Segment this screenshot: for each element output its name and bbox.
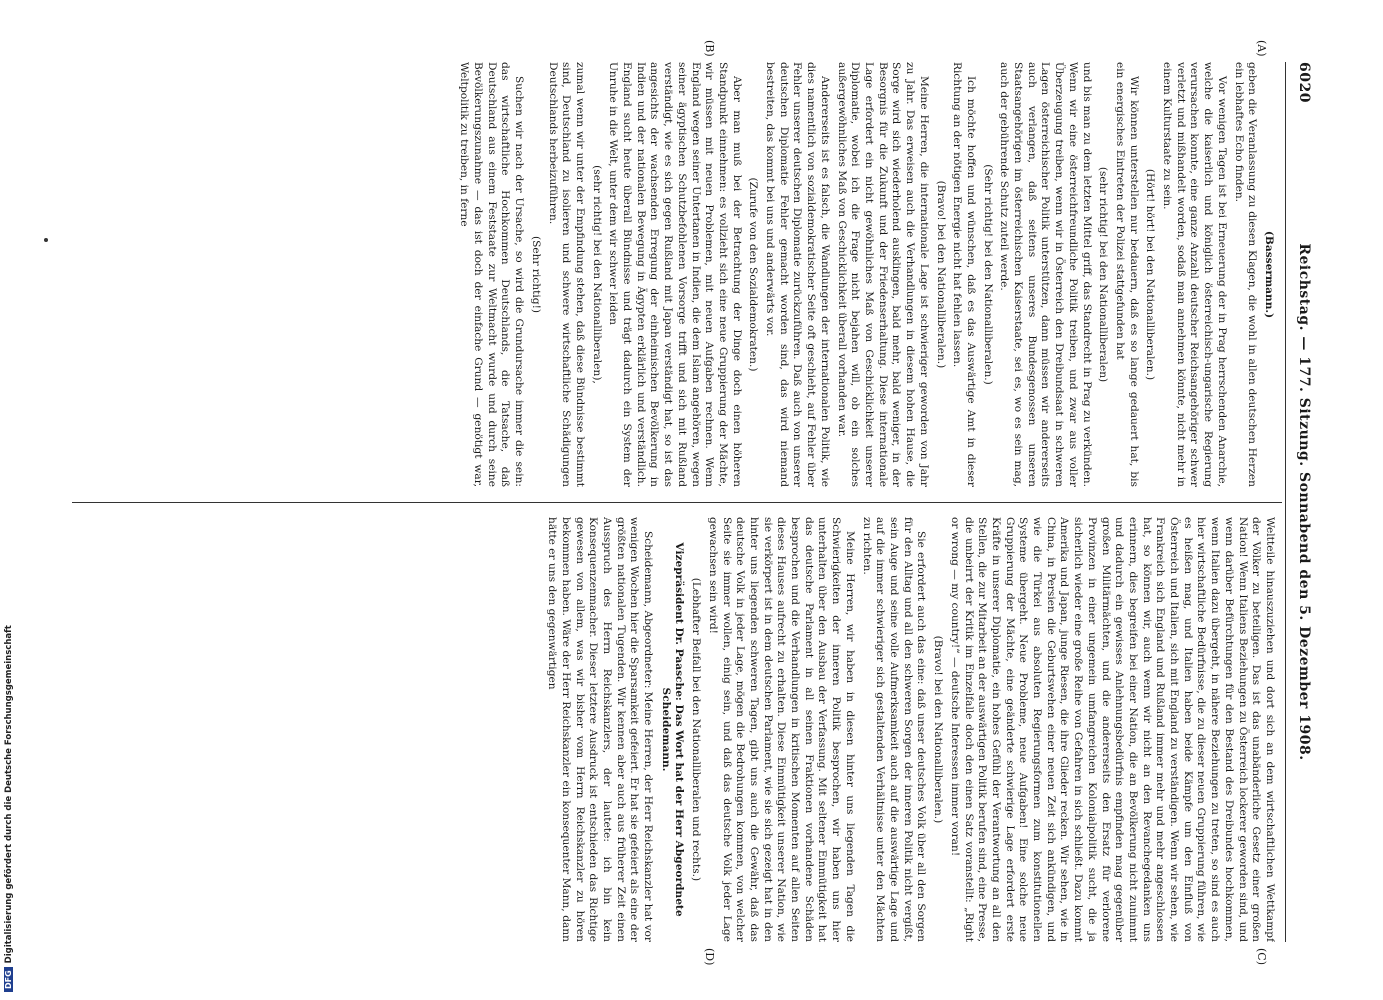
- paragraph: und bis man zu dem letzten Mittel griff, das Standrecht in Prag zu verkünden. Wenn wir eine österreichfreundliche Politik treiben, und zwar aus voller Überzeugung treiben, wenn wir in Österreich den Dreibundsaat in schweren Lagen österreichischer Politik unterstützen, dann müssen wir andererseits auch verlangen, daß seitens unseres Bundesgenossen unseren Staatsangehörigen im österreichischen Kaiserstaate, sei es, wo es sein mag, auch der gebührende Schutz zuteil werde.: [998, 62, 1093, 487]
- paragraph: Meine Herren, die internationale Lage ist schwieriger geworden von Jahr zu Jahr. Das erweisen auch die Verhandlungen in diesem hohen Hause, die Sorge wird sich wiederholend ausklingen, bald mehr, bald weniger, in der Besorgnis für die Zukunft und der Friedenserhaltung. Diese internationale Lage erfordert ein nicht gewöhnliches Maß von Geschicklichkeit unserer Diplomatie, wobei ich die Frage nicht bejahen will, ob ein solches außergewöhnliches Maß von Geschicklichkeit überall vorhanden war.: [835, 62, 930, 487]
- margin-letter-a: (A): [1255, 40, 1268, 57]
- paragraph: Vor wenigen Tagen ist bei Erneuerung der in Prag herrschenden Anarchie, welche die kaiserlich und königlich österreichisch-ungarische Regierung verursachen konnte, eine ganze Anzahl deutscher Reichsangehöriger schwer verletzt und mißhandelt worden, sodaß man annehmen könnte, nicht mehr in einem Kulturstaate zu sein.: [1161, 62, 1228, 487]
- left-column: [76, 62, 1276, 487]
- scan-dot: [44, 238, 48, 242]
- rotated-document-page: [66, 40, 1316, 966]
- paragraph: zumal wenn wir unter der Empfindung stehen, daß diese Bündnisse bestimmt sind, Deutschland zu isolieren und schwere wirtschaftliche Schädigungen Deutschlands herbeizuführen.: [546, 62, 586, 487]
- vice-president-statement: Vizepräsident Dr. Paasche: Das Wort hat der Herr Abgeordnete Scheidemann.: [659, 542, 686, 917]
- interjection: (Bravo! bei den Nationalliberalen.): [932, 635, 945, 824]
- margin-letter-d: (D): [703, 948, 716, 966]
- margin-letter-c: (C): [1255, 948, 1268, 965]
- running-title: Reichstag. — 177. Sitzung. Sonnabend den 5. Dezember 1908.: [1296, 243, 1312, 761]
- paragraph: Wir können unterstellen nur bedauern, daß es so lange gedauert hat, bis ein energisches Eintreten der Polizei stattgefunden hat: [1113, 62, 1140, 487]
- interjection: (sehr richtig! bei den Nationalliberalen): [1097, 166, 1110, 383]
- paragraph: Meine Herren, wir haben in diesen hinter uns liegenden Tagen die Schwierigkeiten der inneren Politik besprochen, wir haben uns hier unterhalten über den Ausbau der Verfassung. Mit seltener Einmütigkeit hat das deutsche Parlament in all seinen Fraktionen vorhandene Schäden besprochen und die Verhandlungen in kritischen Momenten auf allen Seiten dieses Hauses aufrecht zu erhalten. Diese Einmütigkeit unserer Nation, wie sie verkörpert ist in dem deutschen Parlament, wie sie sich gezeigt hat in den hinter uns liegenden schweren Tagen, gibt uns auch die Gewähr, daß das deutsche Volk in jeder Lage, mögen die Bedrohungen kommen, von welcher Seite sie immer wollen, einig sein, und daß das deutsche Volk jeder Lage gewachsen sein wird!: [706, 517, 856, 942]
- interjection: (Sehr richtig! bei den Nationalliberalen.): [981, 164, 994, 385]
- page-number: 6020: [1296, 62, 1312, 103]
- interjection: (Zurufe von den Sozialdemokraten.): [747, 177, 760, 372]
- paragraph: Ich möchte hoffen und wünschen, daß es das Auswärtige Amt in dieser Richtung an der nötigen Energie nicht hat fehlen lassen.: [951, 62, 977, 487]
- paragraph: geben die Veranlassung zu diesen Klagen, die wohl in allen deutschen Herzen ein lebhaftes Echo finden.: [1232, 62, 1259, 487]
- side-caption: [4, 592, 14, 992]
- interjection: (Hört! hört! bei den Nationalliberalen.): [1144, 168, 1157, 381]
- paragraph: Aber man muß bei der Betrachtung der Dinge doch einen höheren Standpunkt einnehmen: es vollzieht sich eine neue Gruppierung der Mächte, wir müssen mit neuen Problemen, mit neuen Aufgaben rechnen. Wenn England wegen seiner Untertanen in Indien, die dem Islam angehören, wegen seiner ägyptischen Schutzbefohlenen Vorsorge trifft und sich mit Rußland verständigt, wie es sich gegen Rußland mit Japan verständigt hat, so ist das angesichts der wachsenden Erregung der einheimischen Bevölkerung in Indien und der nationalen Bewegung in Ägypten erklärlich und verständlich. England sucht heute überall Bündnisse und trägt dadurch ein System der Unruhe in die Welt, unter dem wir schwer leiden: [607, 62, 743, 487]
- interjection: (Bravo! bei den Nationalliberalen.): [934, 180, 947, 369]
- digitization-note: Digitalisierung gefördert durch die Deutsche Forschungsgemeinschaft: [4, 625, 14, 964]
- page-header: [1288, 62, 1316, 942]
- interjection: (Sehr richtig!): [529, 236, 542, 313]
- paragraph: Weltteile hinauszuziehen und dort sich an dem wirtschaftlichen Wettkampf der Völker zu beteiligen. Das ist das unabänderliche Gesetz einer großen Nation! Wenn Italiens Beziehungen zu Österreich lockerer geworden sind, und wenn darüber Befürchtungen für den Bestand des Dreibundes hochkommen, wenn Italien dazu übergeht, in nähere Beziehungen zu treten, so sind es auch hier wirtschaftliche Bedürfnisse, die zu dieser neuen Gruppierung führen, wie es heißen mag, und Italien haben beide Kämpfe um den Einfluß von Österreich und Italien, sich mit England zu verständigen. Wenn wir sehen, wie Frankreich sich England und Rußland immer mehr und mehr angeschlossen hat, so können wir, auch wenn wir nicht an den Revanchegedanken uns erinnern, dies begreifen bei einer Nation, die an Bevölkerung nicht zunimmt und dadurch ein gewisses Anlehnungsbedürfnis empfinden mag gegenüber großen Militärmächten, und die andererseits den Ersatz für verlorene Provinzen in einer ungemein umfangreichen Kolonialpolitik sucht, die ja sicherlich wieder eine große Reihe von Gefahren in sich schließt. Dazu kommt Amerika und Japan, junge Riesen, die ihre Glieder recken. Wir sehen, wie in China, in Persien die Geburtswehen einer neuen Zeit sich ankündigen, und wie die Türkei aus absoluten Regierungsformen zum konstitutionellen Systeme übergeht. Neue Probleme, neue Aufgaben! Eine solche neue Gruppierung der Mächte, eine geänderte schwierige Lage erfordert erste Kräfte in unserer Diplomatie, ein hohes Gefühl der Verantwortung an all den Stellen, die zur Mitarbeit an der auswärtigen Politik berufen sind, eine Presse, die unbeirrt der Kritik im Einzelfalle doch den einen Satz voranstellt: „Right or wrong — my country!“ — deutsche Interessen immer voran!: [948, 517, 1276, 942]
- header-rule: [1285, 62, 1286, 942]
- paragraph: Sie erfordert auch das eine: daß unser deutsches Volk über all den Sorgen für den Alltag und all den schweren Sorgen der inneren Politik nicht vergißt, sein Auge und seine volle Aufmerksamkeit auch auf die auswärtige Lage und auf die immer schwieriger sich gestaltenden Verhältnisse unter den Mächten zu richten.: [860, 517, 928, 942]
- column-divider: [72, 502, 1282, 503]
- margin-letter-b: (B): [703, 40, 716, 57]
- dfg-logo: DFG: [4, 967, 13, 992]
- paragraph: Andererseits ist es falsch, die Wandlungen der internationalen Politik, wie dies namentlich von sozialdemokratischer Seite oft geschieht, auf Fehler über Fehler unserer deutschen Diplomatie zurückzuführen. Daß auch von unserer deutschen Diplomatie Fehler gemacht worden sind, das wird niemand bestreiten, das kommt bei uns und anderwärts vor.: [764, 62, 831, 487]
- right-column: [76, 517, 1276, 942]
- paragraph: Scheidemann, Abgeordneter: Meine Herren, der Herr Reichskanzler hat vor wenigen Wochen hier die Sparsamkeit gefeiert. Er hat sie gefeiert als eine der größten nationalen Tugenden. Wir kennen aber auch aus früherer Zeit einen Ausspruch des Herrn Reichskanzlers, der lautete: ich bin kein Konsequenzenmacher. Dieser letztere Ausdruck ist entschieden das Richtige gewesen von allem, was wir bisher vom Herrn Reichskanzler zu hören bekommen haben. Wäre der Herr Reichskanzler ein konsequenter Mann, dann hätte er uns den gegenwärtigen: [546, 517, 655, 942]
- interjection: (sehr richtig! bei den Nationalliberalen),: [590, 165, 603, 384]
- paragraph: Suchen wir nach der Ursache, so wird die Grundursache immer die sein: das wirtschaftliche Hochkommen Deutschlands, die Tatsache, daß Deutschland aus einem Feststaate zur Weltmacht wurde und durch seine Bevölkerungszunahme — das ist doch der einfache Grund — genötigt war, Weltpolitik zu treiben, in ferne: [458, 62, 526, 487]
- interjection: (Lebhafter Beifall bei den Nationalliberalen und rechts.): [690, 577, 703, 882]
- speaker-tag: (Bassermann.): [1263, 230, 1275, 319]
